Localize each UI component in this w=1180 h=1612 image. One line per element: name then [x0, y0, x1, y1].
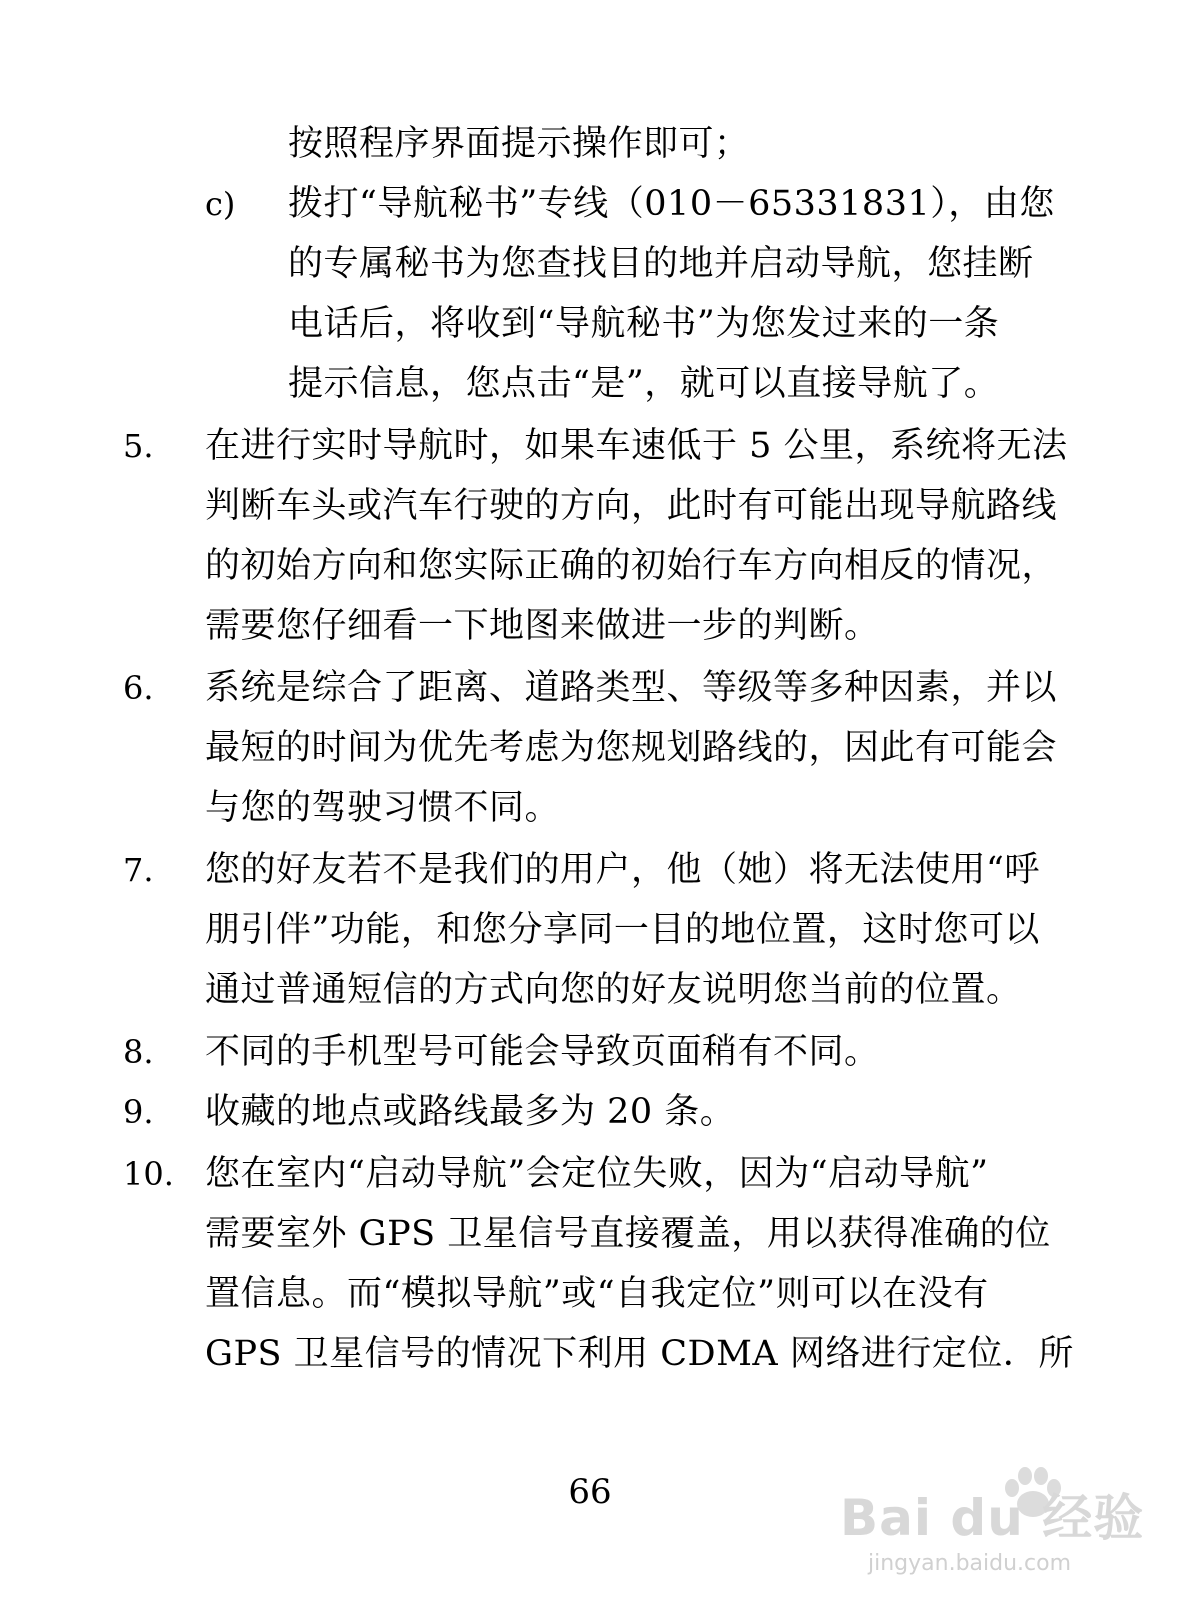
text-line: 按照程序界面提示操作即可； — [288, 124, 750, 164]
text-line: 不同的手机型号可能会导致页面稍有不同。 — [205, 1032, 880, 1072]
text-line: 需要室外 GPS 卫星信号直接覆盖，用以获得准确的位 — [205, 1214, 1051, 1254]
list-marker-c: c) — [205, 185, 236, 223]
text-line: 电话后，将收到“导航秘书”为您发过来的一条 — [288, 304, 1000, 344]
text-line: 最短的时间为优先考虑为您规划路线的，因此有可能会 — [205, 728, 1058, 768]
text-line: 收藏的地点或路线最多为 20 条。 — [205, 1092, 736, 1132]
baidu-watermark — [820, 1464, 1150, 1584]
text-line: 您在室内“启动导航”会定位失败，因为“启动导航” — [205, 1154, 989, 1194]
text-line: 提示信息，您点击“是”，就可以直接导航了。 — [288, 364, 1000, 404]
text-line: 的初始方向和您实际正确的初始行车方向相反的情况， — [205, 546, 1058, 586]
text-line: 的专属秘书为您查找目的地并启动导航，您挂断 — [288, 244, 1034, 284]
text-line: 判断车头或汽车行驶的方向，此时有可能出现导航路线 — [205, 486, 1058, 526]
list-marker-10: 10. — [123, 1155, 174, 1193]
list-marker-7: 7. — [123, 851, 154, 889]
text-line: 置信息。而“模拟导航”或“自我定位”则可以在没有 — [205, 1274, 989, 1314]
text-line: 通过普通短信的方式向您的好友说明您当前的位置。 — [205, 970, 1022, 1010]
text-line: 拨打“导航秘书”专线（010－65331831），由您 — [288, 184, 1055, 224]
text-line: GPS 卫星信号的情况下利用 CDMA 网络进行定位．所 — [205, 1334, 1074, 1374]
list-marker-9: 9. — [123, 1093, 154, 1131]
list-marker-6: 6. — [123, 669, 154, 707]
watermark-logo: Bai du 经验 — [840, 1489, 1145, 1547]
page-number: 66 — [568, 1472, 612, 1512]
text-line: 与您的驾驶习惯不同。 — [205, 788, 561, 828]
text-line: 需要您仔细看一下地图来做进一步的判断。 — [205, 606, 880, 646]
text-line: 您的好友若不是我们的用户，他（她）将无法使用“呼 — [205, 850, 1040, 890]
text-line: 朋引伴”功能，和您分享同一目的地位置，这时您可以 — [205, 910, 1040, 950]
text-line: 在进行实时导航时，如果车速低于 5 公里，系统将无法 — [205, 426, 1068, 466]
watermark-url: jingyan.baidu.com — [868, 1551, 1072, 1576]
list-marker-8: 8. — [123, 1033, 154, 1071]
text-line: 系统是综合了距离、道路类型、等级等多种因素，并以 — [205, 668, 1058, 708]
list-marker-5: 5. — [123, 427, 154, 465]
